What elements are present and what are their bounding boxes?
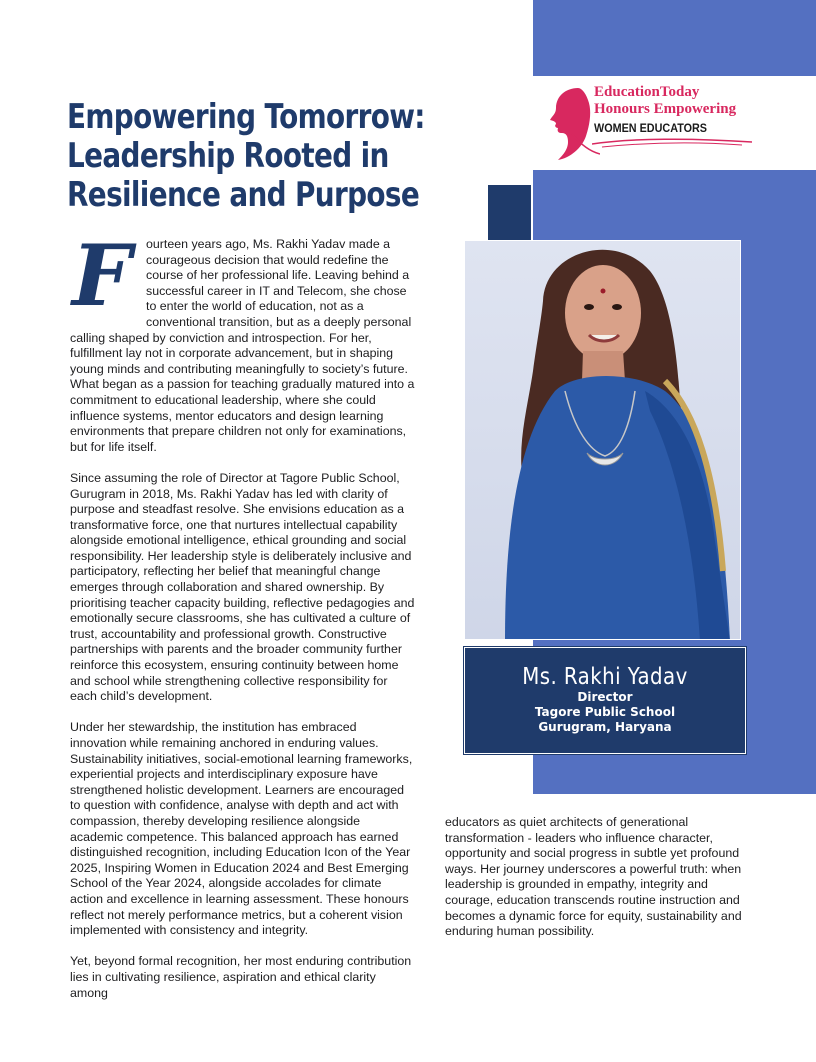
logo-line-2: Honours Empowering: [594, 101, 737, 117]
woman-profile-silhouette-icon: [548, 86, 600, 162]
logo-line-1: EducationToday: [594, 84, 700, 100]
article-body-right-column: [445, 815, 745, 940]
person-school: Tagore Public School: [534, 705, 676, 719]
logo-swoosh: [592, 136, 752, 148]
paragraph-2: Since assuming the role of Director at Tagore Public School, Gurugram in 2018, Ms. Rakhi Yadav has led with clarity of purpose and steadfast resolve. She envisions education as a transformative force, one that nurtures intellectual capability alongside emotional intelligence, ethical grounding and social responsibility. Her leadership style is deliberately inclusive and participatory, reflecting her belief that meaningful change emerges through collaboration and shared ownership. By prioritising teacher capacity building, reflective pedagogies and emotionally secure classrooms, she has cultivated a culture of trust, accountability and professional growth. Constructive partnerships with parents and the broader community further reinforce this ecosystem, ensuring continuity between home and school while strengthening collective responsibility for each child’s development.: [70, 470, 415, 704]
person-location: Gurugram, Haryana: [538, 720, 672, 734]
portrait-photo: [464, 240, 741, 640]
title-line-1: Empowering Tomorrow:: [67, 97, 425, 137]
person-role: Director: [577, 690, 633, 704]
article-title: [67, 97, 425, 215]
person-name: Ms. Rakhi Yadav: [522, 664, 688, 690]
paragraph-3: Under her stewardship, the institution has embraced innovation while remaining anchored in enduring values. Sustainability initiatives, social-emotional learning frameworks, experiential projects and interdisciplinary exposure have strengthened holistic development. Learners are encouraged to question with confidence, analyse with depth and act with compassion, thereby developing resilience alongside academic competence. This balanced approach has earned distinguished recognition, including Education Icon of the Year 2025, Inspiring Women in Education 2024 and Best Emerging School of the Year 2024, alongside accolades for climate action and excellence in learning assessment. These honours reflect not merely performance metrics, but a coherent vision implemented with consistency and integrity.: [70, 720, 413, 938]
decorative-blue-block-top: [533, 0, 816, 76]
profile-caption: [464, 647, 746, 754]
paragraph-4-continued: educators as quiet architects of generational transformation - leaders who influence character, opportunity and social progress in subtle yet profound ways. Her journey underscores a powerful truth: when leadership is grounded in empathy, integrity and courage, education transcends routine instruction and becomes a dynamic force for equity, sustainability and enduring human possibility.: [445, 815, 742, 939]
title-line-3: Resilience and Purpose: [67, 175, 420, 215]
education-today-logo: [548, 84, 758, 164]
title-line-2: Leadership Rooted in: [67, 136, 389, 176]
paragraph-1-text: ourteen years ago, Ms. Rakhi Yadav made a courageous decision that would redefine the course of her professional life. Leaving behind a successful career in IT and Telecom, she chose to enter the world of education, not as a conventional transition, but as a deeply personal calling shaped by conviction and introspection. For her, fulfillment lay not in corporate advancement, but in shaping young minds and contributing meaningfully to society’s future. What began as a passion for teaching gradually matured into a commitment to educational leadership, where she could influence systems, mentor educators and design learning environments that prepare children not only for examinations, but for life itself.: [70, 237, 415, 454]
decorative-navy-square: [488, 185, 531, 240]
logo-line-3: WOMEN EDUCATORS: [594, 121, 708, 135]
article-body-left-column: [70, 226, 416, 1017]
drop-cap: F: [72, 226, 132, 325]
paragraph-1: [70, 226, 416, 455]
paragraph-4: Yet, beyond formal recognition, her most enduring contribution lies in cultivating resilience, aspiration and ethical clarity among: [70, 954, 412, 1000]
